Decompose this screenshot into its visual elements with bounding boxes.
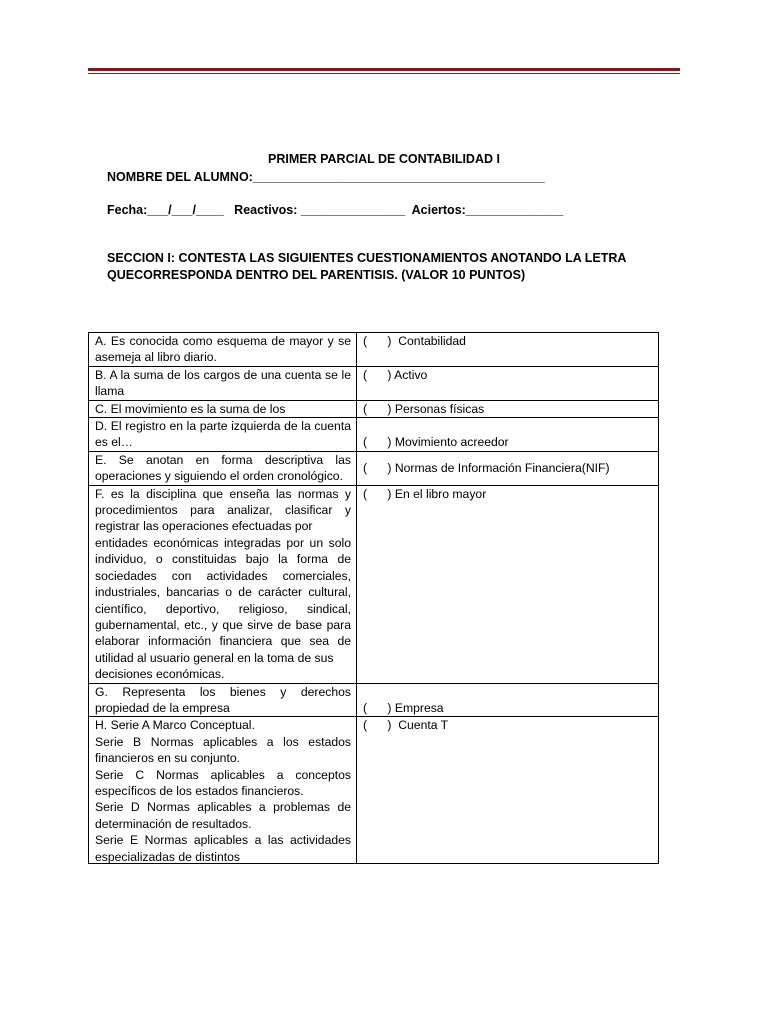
answer-option: ( ) Cuenta T (363, 718, 449, 733)
answer-option: ( ) En el libro mayor (363, 486, 487, 501)
question-cell: E. Se anotan en forma descriptiva las operaciones y siguiendo el orden cronológico. (89, 451, 357, 485)
answer-cell (357, 366, 659, 400)
question-cell (89, 717, 357, 864)
answer-cell (357, 333, 659, 367)
answer-cell (357, 683, 659, 717)
answer-cell (357, 451, 659, 485)
answer-cell (357, 485, 659, 683)
answer-cell (357, 717, 659, 864)
question-text-clipped (95, 717, 351, 863)
header-rule-thick (88, 68, 680, 71)
question-text-part: decisiones económicas. (95, 667, 225, 682)
answer-option: ( ) Contabilidad (363, 334, 466, 348)
student-name-line: NOMBRE DEL ALUMNO:__________________________________________ (107, 170, 545, 184)
table-row (89, 717, 659, 864)
question-cell: D. El registro en la parte izquierda de la cuenta es el… (89, 418, 357, 452)
answer-cell (357, 418, 659, 452)
table-row (89, 485, 659, 683)
header-rule-thin (88, 73, 680, 74)
answer-option: ( ) Empresa (363, 700, 444, 715)
table-row (89, 400, 659, 417)
matching-table (88, 332, 659, 864)
question-cell (89, 485, 357, 683)
section-instructions: SECCION I: CONTESTA LAS SIGUIENTES CUESTIONAMIENTOS ANOTANDO LA LETRA QUECORRESPONDA DENTRO DEL PARENTISIS. (VALOR 10 PUNTOS) (107, 251, 626, 282)
question-text-part: Serie B Normas aplicables a los estados financieros en su conjunto. (95, 734, 351, 766)
question-text-part: Serie D Normas aplicables a problemas de determinación de resultados. (95, 800, 351, 831)
exam-title: PRIMER PARCIAL DE CONTABILIDAD I (268, 152, 500, 166)
question-text-part: Serie E Normas aplicables a las actividades especializadas de distintos (95, 833, 351, 864)
question-text-part: F. es la disciplina que enseña las normas y procedimientos para analizar, clasificar y registrar las operaciones efectuadas por (95, 486, 351, 534)
answer-cell (357, 400, 659, 417)
question-text-part: Serie C Normas aplicables a conceptos específicos de los estados financieros. (95, 767, 351, 798)
question-cell: A. Es conocida como esquema de mayor y se asemeja al libro diario. (89, 333, 357, 367)
answer-option: ( ) Normas de Información Financiera(NIF) (363, 461, 610, 476)
question-cell: C. El movimiento es la suma de los (89, 400, 357, 417)
table-row (89, 418, 659, 452)
question-text-part: H. Serie A Marco Conceptual. (95, 718, 255, 733)
table-row (89, 683, 659, 717)
question-text-part: entidades económicas integradas por un solo individuo, o constituidas bajo la forma de sociedades con actividades comerciales, industriales, bancarias o de carácter cultural, científico, deportivo, religioso, sindical, gubernamental, etc., y que sirve de base para elaborar información financiera que sea de utilidad al usuario general en la toma de sus (95, 535, 351, 665)
answer-option: ( ) Movimiento acreedor (363, 435, 509, 450)
question-cell: B. A la suma de los cargos de una cuenta se le llama (89, 366, 357, 400)
exam-info-line: Fecha:___/___/____ Reactivos: _______________ Aciertos:______________ (107, 203, 564, 217)
answer-option: ( ) Personas físicas (363, 401, 485, 416)
table-row (89, 366, 659, 400)
question-cell: G. Representa los bienes y derechos propiedad de la empresa (89, 683, 357, 717)
table-row (89, 451, 659, 485)
answer-option: ( ) Activo (363, 367, 428, 382)
table-row (89, 333, 659, 367)
